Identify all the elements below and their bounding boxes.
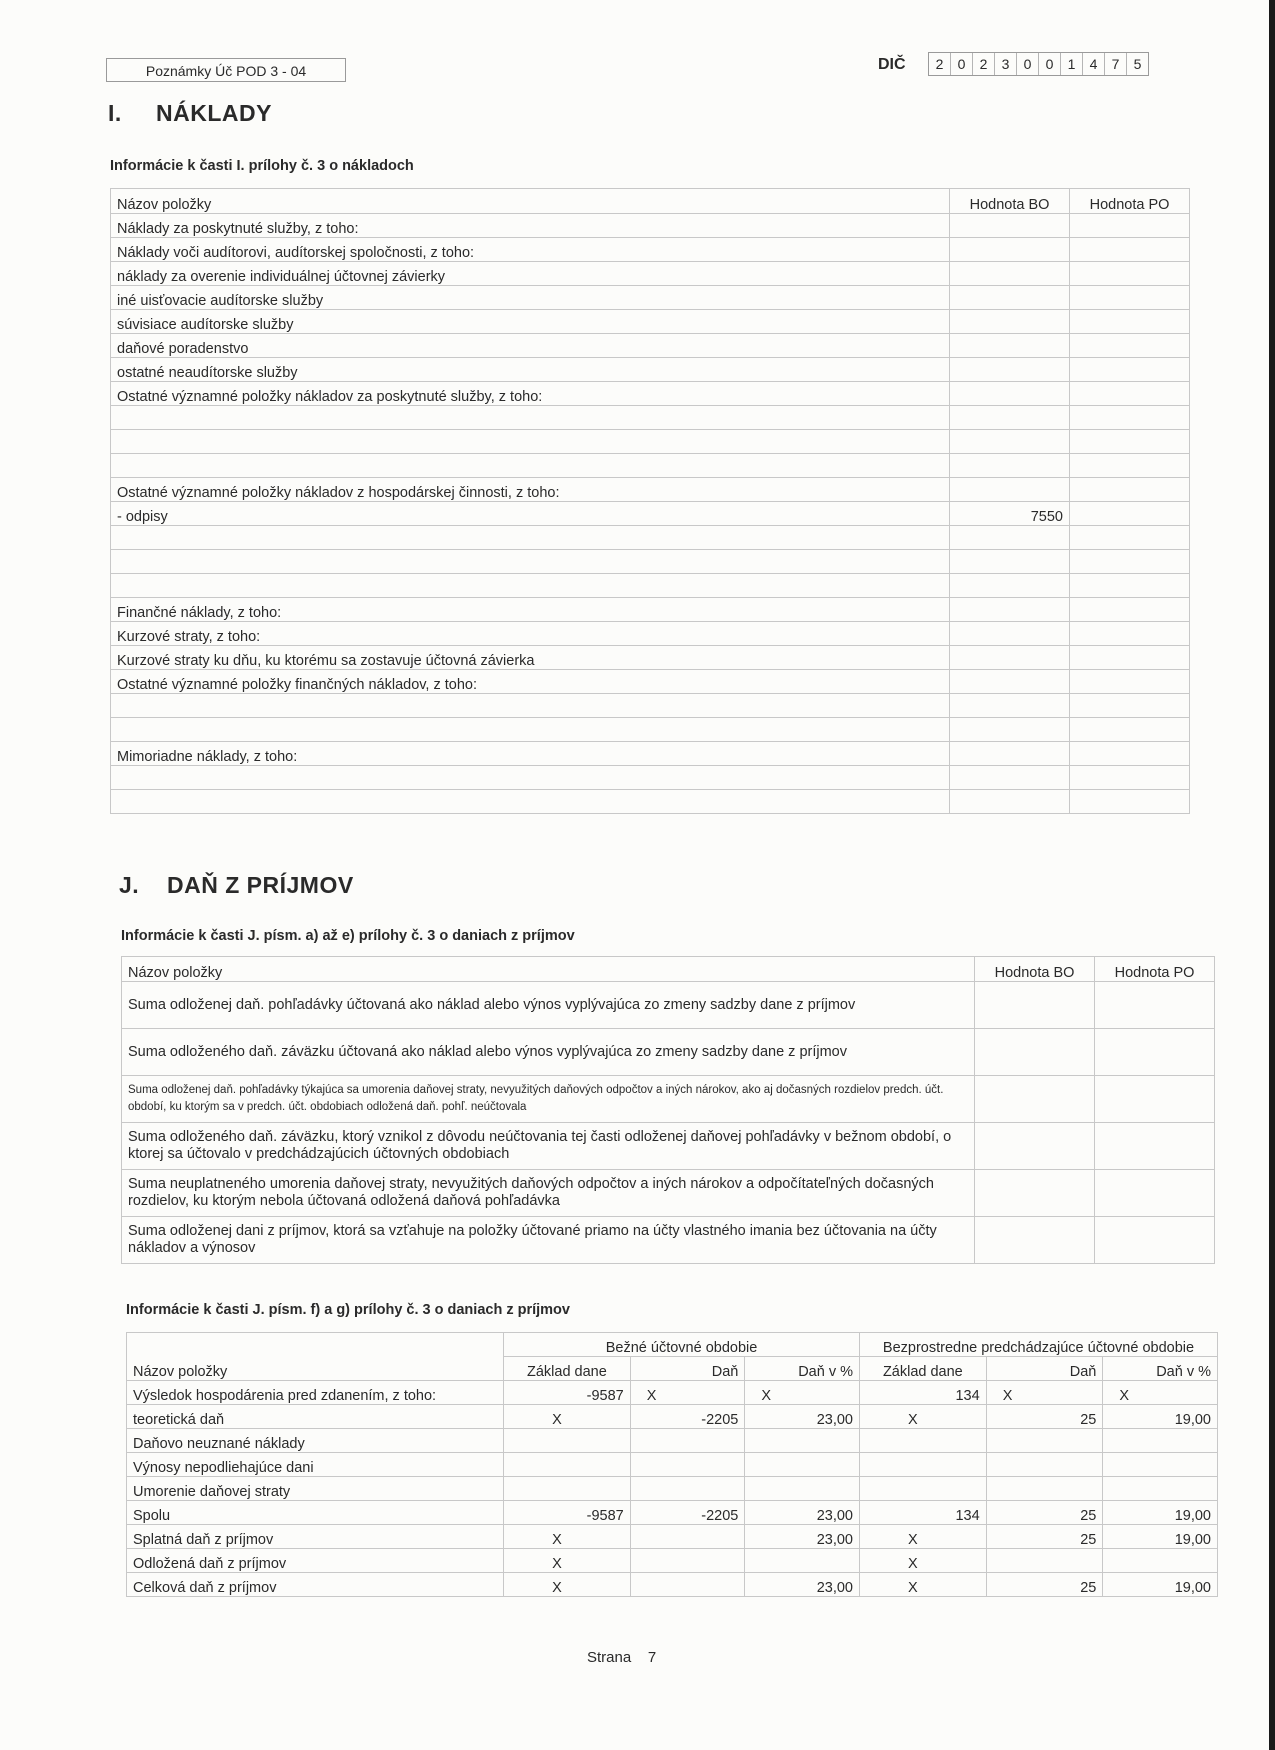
row-name: Suma odloženého daň. záväzku účtovaná ako náklad alebo výnos vyplývajúca zo zmeny sadzby dane z príjmov [122,1029,975,1076]
table-row [111,454,1190,478]
cell-c2 [630,1549,745,1573]
value-po [1070,766,1190,790]
row-name: ostatné neaudítorske služby [111,358,950,382]
value-po [1070,478,1190,502]
row-name: daňové poradenstvo [111,334,950,358]
row-name: Suma odloženej daň. pohľadávky účtovaná ako náklad alebo výnos vyplývajúca zo zmeny sadzby dane z príjmov [122,982,975,1029]
table-row [127,1453,1218,1477]
value-bo [950,406,1070,430]
table-row [127,1501,1218,1525]
section-j-subtitle-a: Informácie k časti J. písm. a) až e) prílohy č. 3 o daniach z príjmov [121,928,575,944]
row-name [111,790,950,814]
cell-p1: X [860,1525,987,1549]
costs-table [110,188,1190,814]
value-bo [950,454,1070,478]
income-tax-table-b [126,1332,1218,1597]
page-footer: Strana 7 [587,1649,657,1666]
cell-p1 [860,1477,987,1501]
table-row [111,694,1190,718]
cell-c2 [630,1525,745,1549]
cell-c2: -2205 [630,1405,745,1429]
value-bo [950,478,1070,502]
table-row [111,790,1190,814]
value-po [1070,334,1190,358]
value-po [1070,790,1190,814]
value-po [1095,1170,1215,1217]
row-name: náklady za overenie individuálnej účtovnej závierky [111,262,950,286]
row-name: teoretická daň [127,1405,504,1429]
cell-p3 [1103,1477,1218,1501]
cell-p3: 19,00 [1103,1573,1218,1597]
row-name: Suma odloženej dani z príjmov, ktorá sa vzťahuje na položky účtované priamo na účty vlastného imania bez účtovania na účty nákladov a výnosov [122,1217,975,1264]
table-row [111,334,1190,358]
col-bo: Hodnota BO [975,957,1095,982]
value-bo [950,766,1070,790]
col-previous-base: Základ dane [860,1357,987,1381]
value-po [1070,622,1190,646]
col-po: Hodnota PO [1095,957,1215,982]
row-name: Výsledok hospodárenia pred zdanením, z toho: [127,1381,504,1405]
row-name: Suma odloženej daň. pohľadávky týkajúca sa umorenia daňovej straty, nevyužitých daňových odpočtov a iných nárokov, ako aj dočasných rozdielov predch. účt. období, ku ktorým sa v predch. účt. obdobiach odložená daň. pohľ. neúčtovala [122,1076,975,1123]
section-i-subtitle: Informácie k časti I. prílohy č. 3 o nákladoch [110,158,414,174]
row-name [111,430,950,454]
table-row [111,478,1190,502]
dic-digit: 0 [1039,53,1061,75]
col-po: Hodnota PO [1070,189,1190,214]
value-bo [950,694,1070,718]
cell-p2 [986,1549,1103,1573]
dic-digit: 5 [1133,56,1142,72]
value-bo [950,262,1070,286]
cell-p3: 19,00 [1103,1405,1218,1429]
section-j-heading: J. DAŇ Z PRÍJMOV [119,872,354,898]
cell-c2 [630,1573,745,1597]
value-bo [950,670,1070,694]
cell-c3: 23,00 [745,1573,860,1597]
row-name: Kurzové straty ku dňu, ku ktorému sa zostavuje účtovná závierka [111,646,950,670]
row-name: Celková daň z príjmov [127,1573,504,1597]
value-bo [950,214,1070,238]
value-po [1070,262,1190,286]
cell-c3: 23,00 [745,1405,860,1429]
value-po [1070,310,1190,334]
table-row [111,214,1190,238]
value-po [1070,214,1190,238]
table-row [111,574,1190,598]
cell-c2: X [630,1381,745,1405]
value-po [1070,718,1190,742]
row-name: Finančné náklady, z toho: [111,598,950,622]
form-label: Poznámky Úč POD 3 - 04 [106,58,346,82]
cell-p1: X [860,1549,987,1573]
cell-c3: 23,00 [745,1501,860,1525]
cell-c3 [745,1429,860,1453]
row-name: iné uisťovacie audítorske služby [111,286,950,310]
cell-c2 [630,1477,745,1501]
dic-digit: 0 [1017,53,1039,75]
row-name: Náklady za poskytnuté služby, z toho: [111,214,950,238]
cell-c3: 23,00 [745,1525,860,1549]
cell-c3 [745,1549,860,1573]
row-name [111,718,950,742]
table-row [122,1076,1215,1123]
value-po [1070,358,1190,382]
table-row [111,622,1190,646]
row-name: Odložená daň z príjmov [127,1549,504,1573]
cell-p2: 25 [986,1573,1103,1597]
cell-c2: -2205 [630,1501,745,1525]
row-name [111,766,950,790]
table-row [111,646,1190,670]
value-po [1070,502,1190,526]
table-row [122,982,1215,1029]
value-bo [950,358,1070,382]
cell-p2: X [986,1381,1103,1405]
dic-digit: 1 [1061,53,1083,75]
table-row [127,1549,1218,1573]
cell-c1: X [504,1525,631,1549]
cell-p2 [986,1429,1103,1453]
cell-p1: 134 [860,1501,987,1525]
table-row [122,1217,1215,1264]
cell-c2 [630,1453,745,1477]
row-name: - odpisy [111,502,950,526]
cell-p1: X [860,1405,987,1429]
row-name: Mimoriadne náklady, z toho: [111,742,950,766]
value-po [1095,1076,1215,1123]
row-name: Ostatné významné položky nákladov za poskytnuté služby, z toho: [111,382,950,406]
value-bo [950,598,1070,622]
table-row [127,1405,1218,1429]
col-current-rate: Daň v % [745,1357,860,1381]
value-bo [975,1170,1095,1217]
table-row [122,1029,1215,1076]
dic-digit: 0 [951,53,973,75]
row-name [111,694,950,718]
table-row [111,286,1190,310]
row-name: Suma neuplatneného umorenia daňovej straty, nevyužitých daňových odpočtov a iných nárokov a odpočítateľných dočasných rozdielov, ku ktorým nebola účtovaná odložená daňová pohľadávka [122,1170,975,1217]
row-name [111,406,950,430]
value-bo [950,574,1070,598]
row-name [111,550,950,574]
value-po [1070,454,1190,478]
col-current-base: Základ dane [504,1357,631,1381]
col-previous-rate: Daň v % [1103,1357,1218,1381]
value-bo [950,382,1070,406]
cell-p3 [1103,1549,1218,1573]
value-bo [950,742,1070,766]
dic-digit: 7 [1105,53,1127,75]
value-po [1095,1217,1215,1264]
section-i-heading: I. NÁKLADY [108,100,272,126]
row-name: Kurzové straty, z toho: [111,622,950,646]
table-row [111,598,1190,622]
row-name: Ostatné významné položky nákladov z hospodárskej činnosti, z toho: [111,478,950,502]
value-bo [950,718,1070,742]
value-bo [950,430,1070,454]
cell-c1: X [504,1405,631,1429]
value-po [1070,406,1190,430]
row-name: Výnosy nepodliehajúce dani [127,1453,504,1477]
value-po [1070,646,1190,670]
cell-c3: X [745,1381,860,1405]
row-name: Splatná daň z príjmov [127,1525,504,1549]
cell-p3: 19,00 [1103,1525,1218,1549]
cell-c1: X [504,1549,631,1573]
value-po [1095,1123,1215,1170]
table-row [111,406,1190,430]
dic-digit: 2 [929,53,951,75]
cell-c1: -9587 [504,1381,631,1405]
dic-number [928,52,1149,76]
value-po [1070,550,1190,574]
value-bo [950,550,1070,574]
value-po [1070,574,1190,598]
table-row [127,1477,1218,1501]
cell-c2 [630,1429,745,1453]
col-bo: Hodnota BO [950,189,1070,214]
cell-p1 [860,1453,987,1477]
value-bo [950,526,1070,550]
value-bo [950,334,1070,358]
cell-p3 [1103,1429,1218,1453]
cell-p2: 25 [986,1501,1103,1525]
table-row [111,670,1190,694]
value-po [1070,694,1190,718]
dic-digit: 2 [973,53,995,75]
value-bo [975,1076,1095,1123]
cell-c3 [745,1453,860,1477]
col-name: Názov položky [111,189,950,214]
row-name: Daňovo neuznané náklady [127,1429,504,1453]
cell-c1: -9587 [504,1501,631,1525]
table-row [111,766,1190,790]
table-row [111,382,1190,406]
table-row [111,742,1190,766]
cell-c1 [504,1453,631,1477]
cell-p3 [1103,1453,1218,1477]
value-bo [950,790,1070,814]
cell-p1: 134 [860,1381,987,1405]
value-po [1070,382,1190,406]
value-bo [975,1029,1095,1076]
dic-label: DIČ [878,56,906,73]
row-name [111,574,950,598]
section-j-subtitle-b: Informácie k časti J. písm. f) a g) prílohy č. 3 o daniach z príjmov [126,1302,570,1318]
table-row [111,550,1190,574]
dic-digit: 3 [995,53,1017,75]
value-bo [950,286,1070,310]
table-row [111,526,1190,550]
cell-p1: X [860,1573,987,1597]
value-bo [950,238,1070,262]
row-name: Ostatné významné položky finančných nákladov, z toho: [111,670,950,694]
cell-c1 [504,1477,631,1501]
scan-edge [1269,0,1275,1750]
value-po [1070,238,1190,262]
row-name: súvisiace audítorske služby [111,310,950,334]
cell-c1: X [504,1573,631,1597]
row-name: Suma odloženého daň. záväzku, ktorý vznikol z dôvodu neúčtovania tej časti odloženej daňovej pohľadávky v bežnom období, o ktorej sa účtovalo v predchádzajúcich účtovných obdobiach [122,1123,975,1170]
table-row [111,718,1190,742]
table-row [122,1123,1215,1170]
row-name: Umorenie daňovej straty [127,1477,504,1501]
row-name [111,454,950,478]
table-row [127,1573,1218,1597]
value-bo [975,982,1095,1029]
cell-p1 [860,1429,987,1453]
table-row [127,1429,1218,1453]
value-bo: 7550 [950,502,1070,526]
cell-p2 [986,1477,1103,1501]
value-po [1095,982,1215,1029]
value-bo [975,1123,1095,1170]
income-tax-table-a [121,956,1215,1264]
table-row [111,262,1190,286]
table-row [111,238,1190,262]
col-name: Názov položky [127,1333,504,1381]
table-row [111,310,1190,334]
value-po [1070,430,1190,454]
table-row [127,1525,1218,1549]
table-row [111,502,1190,526]
row-name: Spolu [127,1501,504,1525]
value-po [1070,286,1190,310]
table-row [111,358,1190,382]
col-name: Názov položky [122,957,975,982]
cell-c3 [745,1477,860,1501]
col-current-tax: Daň [630,1357,745,1381]
value-po [1095,1029,1215,1076]
table-row [111,430,1190,454]
col-previous-tax: Daň [986,1357,1103,1381]
cell-p3: X [1103,1381,1218,1405]
cell-p2: 25 [986,1525,1103,1549]
table-row [127,1381,1218,1405]
value-bo [950,310,1070,334]
dic-digit: 4 [1083,53,1105,75]
value-po [1070,598,1190,622]
value-po [1070,670,1190,694]
cell-p2 [986,1453,1103,1477]
group-previous: Bezprostredne predchádzajúce účtovné obdobie [860,1333,1218,1357]
row-name [111,526,950,550]
cell-p2: 25 [986,1405,1103,1429]
value-bo [950,646,1070,670]
table-row [122,1170,1215,1217]
group-current: Bežné účtovné obdobie [504,1333,860,1357]
value-bo [950,622,1070,646]
value-po [1070,526,1190,550]
cell-c1 [504,1429,631,1453]
value-bo [975,1217,1095,1264]
cell-p3: 19,00 [1103,1501,1218,1525]
row-name: Náklady voči audítorovi, audítorskej spoločnosti, z toho: [111,238,950,262]
value-po [1070,742,1190,766]
